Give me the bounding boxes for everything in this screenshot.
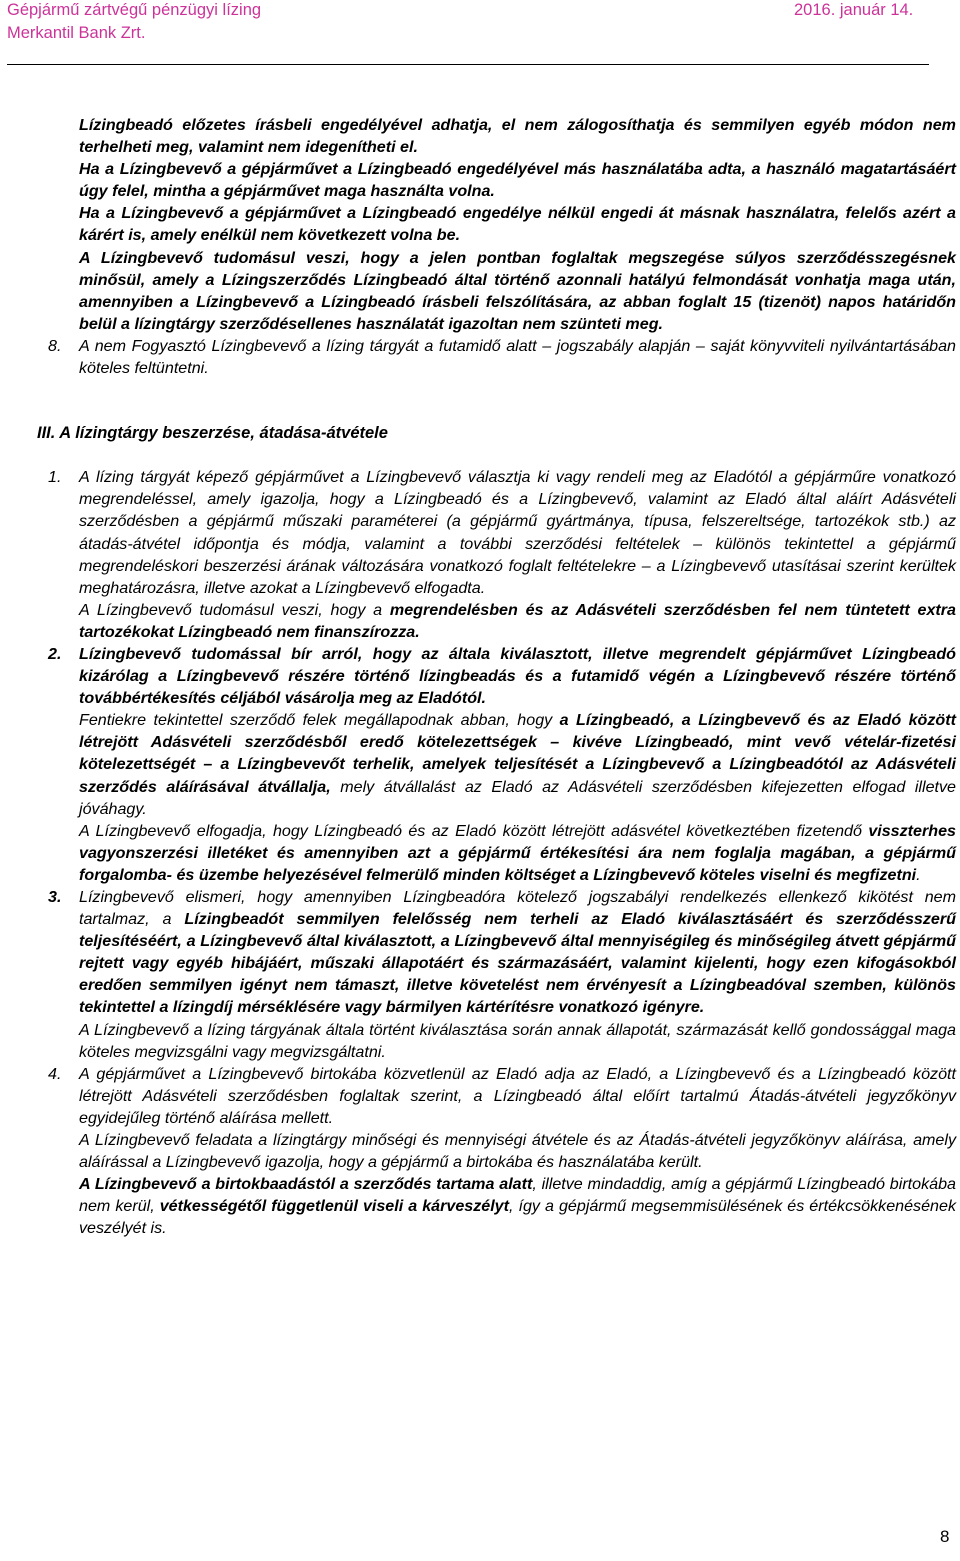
text-run: Lízingbevevő elismeri, hogy amennyiben Lízingbeadóra kötelező jogszabályi rendelkezés ellenkező kikötést nem tartalmaz, a [79,888,956,929]
paragraph [79,599,956,643]
paragraph: Ha a Lízingbevevő a gépjárművet a Lízingbeadó engedélyével más használatába adta, a használó magatartásáért úgy felel, mintha a gépjárművet maga használta volna. [79,160,956,201]
paragraph: Lízingbeadó előzetes írásbeli engedélyével adhatja, el nem zálogosíthatja és semmilyen egyéb módon nem terhelheti meg, valamint nem idegenítheti el. [79,116,956,157]
item-number: 4. [48,1064,62,1083]
bank-name: Merkantil Bank Zrt. [7,24,146,42]
text-run: A Lízingbevevő tudomásul veszi, hogy a [79,600,390,619]
paragraph [79,820,956,886]
text-run: , így a gépjármű megsemmisülésének és értékcsökkenésének veszélyét is. [79,1197,956,1238]
item-number: 3. [48,888,62,906]
item-number: 8. [48,336,62,355]
paragraph [79,1173,956,1239]
page-number: 8 [940,1527,950,1546]
text-run: mely átvállalást az Eladó az Adásvételi szerződésben kifejezetten elfogad illetve jóváhagy. [79,777,956,818]
paragraph: A Lízingbevevő a lízing tárgyának általa történt kiválasztása során annak állapotát, származását kellő gondossággal maga köteles megvizsgálni vagy megvizsgáltatni. [79,1020,956,1061]
spacer [79,379,956,422]
spacer [79,444,956,466]
document-body [37,114,956,1240]
numbered-item-4 [48,1063,956,1240]
document-date: 2016. január 14. [794,1,914,19]
numbered-item-1 [48,466,956,643]
paragraph [79,709,956,819]
item-number: 2. [48,644,62,663]
numbered-item-2 [48,643,956,886]
numbered-item-3 [48,886,956,1063]
text-run: A Lízingbevevő a birtokbaadástól a szerződés tartama alatt [79,1175,533,1194]
paragraph: A Lízingbevevő tudomásul veszi, hogy a jelen pontban foglaltak megszegése súlyos szerződésszegésnek minősül, amely a Lízingszerződés Lízingbeadó által történő azonnali hatályú felmondását vonhatja maga után, amennyiben a Lízingbevevő a Lízingbeadó írásbeli felszólítására, az abban foglalt 15 (tizenöt) napos határidőn belül a lízingtárgy szerződésellenes használatát igazoltan nem szünteti meg. [79,248,956,333]
numbered-item-8 [48,335,956,379]
item-number: 1. [48,468,62,487]
paragraph: A nem Fogyasztó Lízingbevevő a lízing tárgyát a futamidő alatt – jogszabály alapján – saját könyvviteli nyilvántartásában köteles feltüntetni. [79,336,956,378]
document-title: Gépjármű zártvégű pénzügyi lízing [7,1,262,19]
paragraph: A lízing tárgyát képező gépjárművet a Lízingbevevő választja ki vagy rendeli meg az Eladótól a gépjárműre vonatkozó megrendeléssel, amely igazolja, hogy a Lízingbeadó és a Lízingbevevő, valamint az Eladó által aláírt Adásvételi szerződésben a gépjármű műszaki paraméterei (a gépjármű gyártmánya, típusa, felszereltsége, tartozékok stb.) az átadás-átvétel időpontja és módja, valamint a további szerződési feltételek – különös tekintettel a gépjármű megrendeléskori beszerzési árának változására vonatkozó foglalt feltételekre – a Lízingbevevő utasításai szerint kerültek meghatározásra, illetve azokat a Lízingbevevő elfogadta. [79,468,956,597]
text-run: vétkességétől függetlenül viseli a kárveszélyt [159,1197,509,1216]
text-run: . [916,865,921,884]
text-run: Fentiekre tekintettel szerződő felek megállapodnak abban, hogy [79,711,560,730]
text-run: Lízingbeadót semmilyen felelősség nem terheli az Eladó kiválasztásáért és szerződésszerű teljesítéséért, a Lízingbevevő által kiválasztott, a Lízingbevevő által mennyiségileg és minőségileg átvett gépjármű rejtett vagy egyéb hibájáért, műszaki állapotáért és származásáért, valamint kijelenti, hogy ezen kifogásokból eredően semmilyen igényt nem támaszt, illetve követelést nem érvényesít a Lízingbeadóval szemben, különös tekintettel a lízingdíj mérséklésére vagy bármilyen kártérítésre vonatkozó igényre. [79,910,956,1017]
text-run: a Lízingbeadó, a Lízingbevevő és az Eladó között létrejött Adásvételi szerződésből eredő kötelezettségek – kivéve Lízingbeadó, mint vevő vételár-fizetési kötelezettségét – a Lízingbevevőt terhelik, amelyek teljesítését a Lízingbevevő a Lízingbeadótól az Adásvételi szerződés aláírásával átvállalja, [79,711,956,796]
section-heading: III. A lízingtárgy beszerzése, átadása-átvétele [37,424,388,443]
header-divider [7,64,929,65]
text-run: , illetve mindaddig, amíg a gépjármű Lízingbeadó birtokába nem kerül, [79,1175,956,1216]
page-header [0,0,960,70]
paragraph: A Lízingbevevő feladata a lízingtárgy minőségi és mennyiségi átvétele és az Átadás-átvételi jegyzőkönyv aláírása, amely aláírással a Lízingbevevő igazolja, hogy a gépjármű a birtokába és használatába került. [79,1131,956,1172]
paragraph [79,886,956,1019]
paragraph: Lízingbevevő tudomással bír arról, hogy az általa kiválasztott, illetve megrendelt gépjárművet Lízingbeadó kizárólag a Lízingbevevő részére történő lízingbeadás és a futamidő végén a Lízingbevevő részére történő továbbértékesítés céljából vásárolja meg az Eladótól. [79,644,956,708]
paragraph: Ha a Lízingbevevő a gépjárművet a Lízingbeadó engedélye nélkül engedi át másnak használatra, felelős azért a kárért is, amely enélkül nem következett volna be. [79,204,956,245]
text-run: megrendelésben és az Adásvételi szerződésben fel nem tüntetett extra tartozékokat Lízingbeadó nem finanszírozza. [79,600,956,641]
paragraph: A gépjárművet a Lízingbevevő birtokába közvetlenül az Eladó adja az Eladó, a Lízingbevevő és a Lízingbeadó között létrejött Adásvételi szerződésben foglaltak szerint, a Lízingbeadó által előírt tartalmú Átadás-átvételi jegyzőkönyv egyidejűleg történő aláírása mellett. [79,1064,956,1127]
text-run: A Lízingbevevő elfogadja, hogy Lízingbeadó és az Eladó között létrejött adásvétel következtében fizetendő [79,821,869,840]
text-run: visszterhes vagyonszerzési illetéket és amennyiben azt a gépjármű értékesítési ára nem foglalja magában, a gépjármű forgalomba- és üzembe helyezésével felmerülő minden költséget a Lízingbevevő köteles viselni és megfizetni [79,821,956,884]
